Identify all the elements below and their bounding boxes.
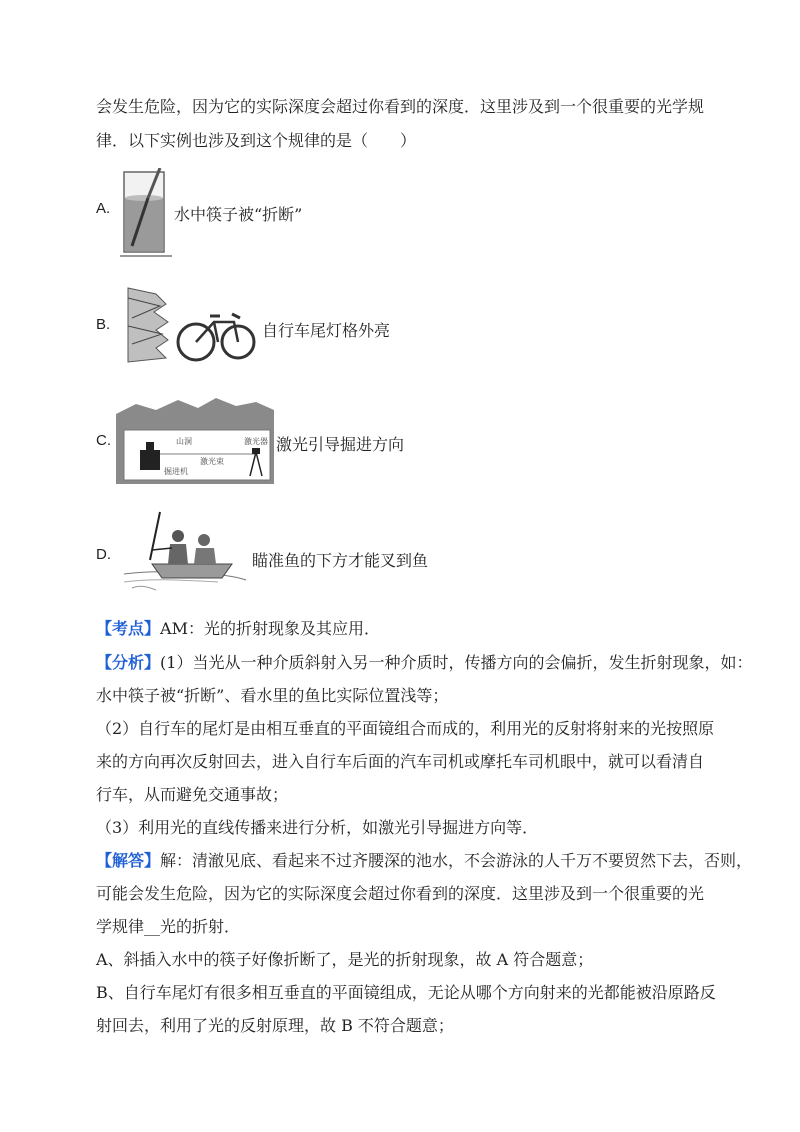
fenxi-line-1 <box>96 652 752 674</box>
bicycle-reflector-image <box>126 286 256 366</box>
figure-label-beam: 激光束 <box>200 457 224 466</box>
fenxi-tag: 【分析】 <box>96 653 161 672</box>
fenxi-line-2: 水中筷子被“折断”、看水里的鱼比实际位置浅等； <box>96 686 449 705</box>
fenxi-text-1: (1）当光从一种介质斜射入另一种介质时，传播方向的会偏折，发生折射现象，如： <box>160 653 753 672</box>
jieda-text-1: 解：清澈见底、看起来不过齐腰深的池水，不会游泳的人千万不要贸然下去，否则， <box>160 851 753 870</box>
option-b-text: 自行车尾灯格外亮 <box>262 321 391 340</box>
question-line-1: 会发生危险，因为它的实际深度会超过你看到的深度．这里涉及到一个很重要的光学规 <box>96 97 705 116</box>
jieda-line-6: 射回去，利用了光的反射原理，故 B 不符合题意； <box>96 1016 454 1035</box>
jieda-line-2: 可能会发生危险，因为它的实际深度会超过你看到的深度．这里涉及到一个很重要的光 <box>96 884 705 903</box>
figure-label-mountain: 山洞 <box>176 437 192 446</box>
kaodian-line <box>96 618 380 640</box>
fenxi-line-6: （3）利用光的直线传播来进行分析，如激光引导掘进方向等． <box>96 818 539 837</box>
fenxi-line-4: 来的方向再次反射回去，进入自行车后面的汽车司机或摩托车司机眼中，就可以看清自 <box>96 752 705 771</box>
option-b-letter: B. <box>96 316 111 333</box>
jieda-line-1 <box>96 850 752 872</box>
option-c-text: 激光引导掘进方向 <box>276 435 405 454</box>
fenxi-line-5: 行车，从而避免交通事故； <box>96 785 289 804</box>
fishermen-boat-image <box>122 508 248 596</box>
jieda-line-3: 学规律__光的折射． <box>96 917 241 936</box>
option-a-letter: A. <box>96 200 111 217</box>
kaodian-tag: 【考点】 <box>96 619 161 638</box>
figure-label-laser: 激光器 <box>244 437 268 446</box>
tunnel-laser-image <box>116 396 274 484</box>
glass-with-chopstick-image <box>120 168 172 260</box>
option-d-text: 瞄准鱼的下方才能叉到鱼 <box>252 551 429 570</box>
fenxi-line-3: （2）自行车的尾灯是由相互垂直的平面镜组合而成的，利用光的反射将射来的光按照原 <box>96 719 715 738</box>
jieda-line-4: A、斜插入水中的筷子好像折断了，是光的折射现象，故 A 符合题意； <box>96 950 594 969</box>
option-d-letter: D. <box>96 546 111 563</box>
kaodian-text: AM：光的折射现象及其应用． <box>160 619 380 638</box>
option-c-letter: C. <box>96 432 111 449</box>
figure-label-machine: 掘进机 <box>164 467 188 476</box>
question-line-2: 律．以下实例也涉及到这个规律的是（ ） <box>96 131 417 150</box>
option-a-text: 水中筷子被“折断” <box>174 205 303 224</box>
jieda-tag: 【解答】 <box>96 851 161 870</box>
jieda-line-5: B、自行车尾灯有很多相互垂直的平面镜组成，无论从哪个方向射来的光都能被沿原路反 <box>96 983 716 1002</box>
